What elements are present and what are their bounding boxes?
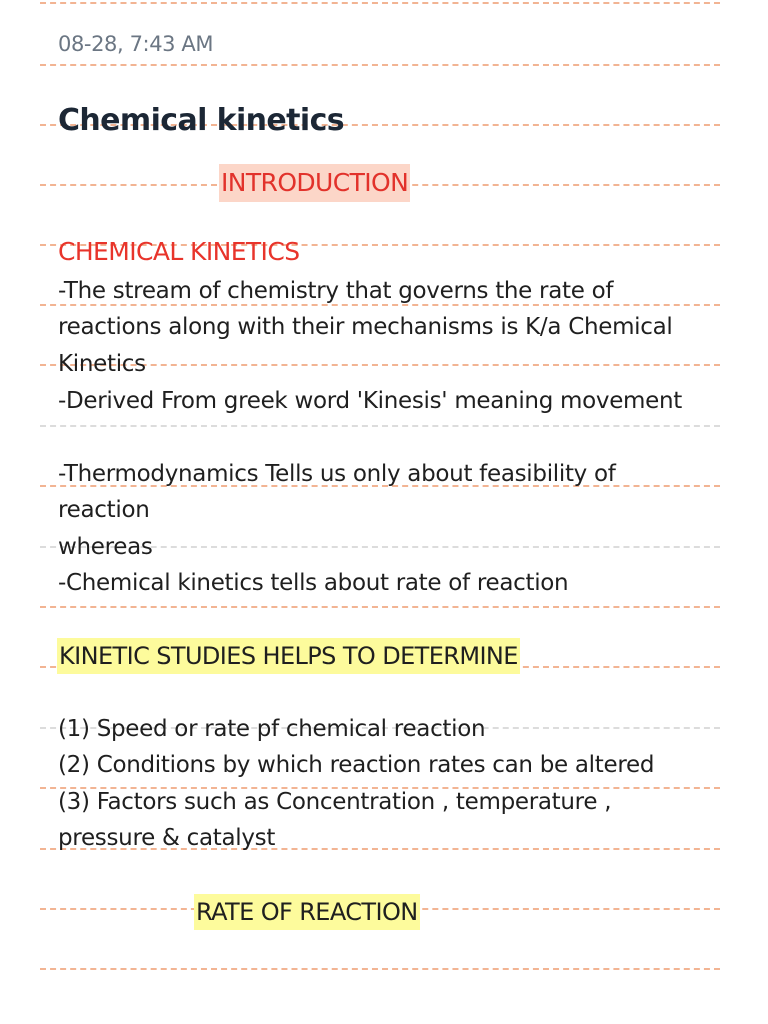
list-item: (3) Factors such as Concentration , temperature , <box>58 789 612 815</box>
body-line: whereas <box>58 534 153 560</box>
body-line: -Chemical kinetics tells about rate of reaction <box>58 570 569 596</box>
body-line: Kinetics <box>58 351 146 377</box>
ruled-line <box>40 968 720 970</box>
ruled-line <box>40 606 720 608</box>
chemical-kinetics-heading: CHEMICAL KINETICS <box>58 237 300 266</box>
rate-of-reaction-heading: RATE OF REACTION <box>194 894 420 930</box>
body-line: -Derived From greek word 'Kinesis' meaning movement <box>58 388 683 414</box>
kinetic-studies-heading: KINETIC STUDIES HELPS TO DETERMINE <box>57 638 520 674</box>
body-line: reactions along with their mechanisms is K/a Chemical <box>58 314 673 340</box>
note-timestamp: 08-28, 7:43 AM <box>58 32 214 56</box>
ruled-line <box>40 425 720 427</box>
body-line: -Thermodynamics Tells us only about feasibility of <box>58 461 616 487</box>
introduction-heading: INTRODUCTION <box>219 164 410 202</box>
body-line: -The stream of chemistry that governs the rate of <box>58 278 614 304</box>
ruled-line <box>40 64 720 66</box>
body-line: reaction <box>58 497 150 523</box>
note-title: Chemical kinetics <box>58 103 345 138</box>
list-item: pressure & catalyst <box>58 825 276 851</box>
ruled-line <box>40 2 720 4</box>
list-item: (1) Speed or rate pf chemical reaction <box>58 716 486 742</box>
list-item: (2) Conditions by which reaction rates can be altered <box>58 752 655 778</box>
